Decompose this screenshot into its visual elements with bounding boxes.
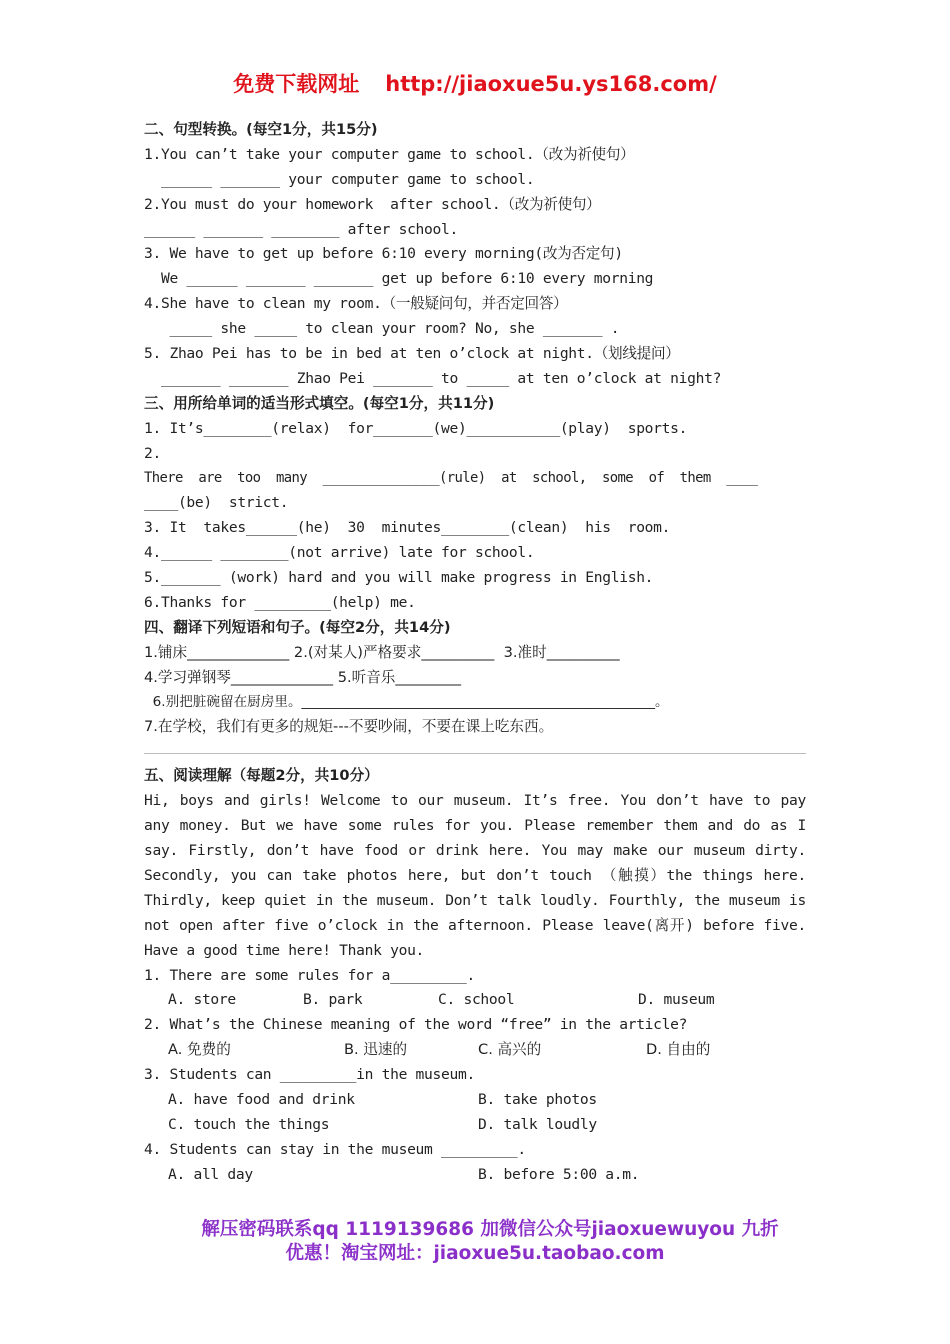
q4-option-a: A. all day <box>168 1165 253 1183</box>
page-header <box>0 68 950 98</box>
s4-line-2: 4.学习弹钢琴______________ 5.听音乐_________ <box>144 668 462 686</box>
s2-line-9: 5. Zhao Pei has to be in bed at ten o’clock at night.（划线提问） <box>144 345 680 363</box>
s3-line-5: 3. It takes______(he) 30 minutes________(clean) his room. <box>144 519 671 537</box>
q1-option-d: D. museum <box>638 991 715 1009</box>
s2-line-6: We ______ _______ _______ get up before 6:10 every morning <box>144 270 654 288</box>
page-footer <box>0 1218 950 1266</box>
q2-option-a: A. 免费的 <box>168 1041 231 1059</box>
s2-line-8: _____ she _____ to clean your room? No, she _______ . <box>144 320 620 338</box>
q3-option-d: D. talk loudly <box>478 1115 597 1133</box>
s2-line-10: _______ _______ Zhao Pei _______ to _____ at ten o’clock at night? <box>144 369 722 387</box>
question-3-options-1 <box>144 1088 806 1113</box>
s2-line-4: ______ _______ ________ after school. <box>144 220 458 238</box>
footer-line-1: 解压密码联系qq 1119139686 加微信公众号jiaoxuewuyou 九折 <box>201 1219 779 1240</box>
q2-option-c: C. 高兴的 <box>478 1041 542 1059</box>
s3-line-6: 4.______ ________(not arrive) late for school. <box>144 544 535 562</box>
s2-line-3: 2.You must do your homework after school.（改为祈使句） <box>144 195 601 213</box>
s2-line-7: 4.She have to clean my room.（一般疑问句，并否定回答） <box>144 295 568 313</box>
question-2: 2. What’s the Chinese meaning of the word “free” in the article? <box>144 1016 688 1034</box>
s2-line-2: ______ _______ your computer game to school. <box>144 170 535 188</box>
section-3-heading: 三、用所给单词的适当形式填空。(每空1分，共11分) <box>144 394 495 412</box>
reading-passage: Hi, boys and girls! Welcome to our museum. It’s free. You don’t have to pay any money. But we have some rules for you. Please remember them and do as I say. Firstly, don’t have food or drink here. You may make our museum dirty. Secondly, you can take photos here, but don’t touch （触摸）the things here. Thirdly, keep quiet in the museum. Don’t talk loudly. Fourthly, the museum is not open after five o’clock in the afternoon. Please leave(离开) before five. Have a good time here! Thank you. <box>144 792 806 959</box>
question-2-options <box>144 1038 806 1063</box>
question-1: 1. There are some rules for a_________. <box>144 966 475 984</box>
q3-option-b: B. take photos <box>478 1090 597 1108</box>
s2-line-1: 1.You can’t take your computer game to school.（改为祈使句） <box>144 145 635 163</box>
q1-option-b: B. park <box>303 991 363 1009</box>
q3-option-c: C. touch the things <box>168 1115 330 1133</box>
q4-option-b: B. before 5:00 a.m. <box>478 1165 640 1183</box>
question-3-options-2 <box>144 1113 806 1138</box>
s3-line-4: ____(be) strict. <box>144 494 289 512</box>
question-1-options <box>144 988 806 1013</box>
footer-line-2: 优惠！淘宝网址：jiaoxue5u.taobao.com <box>285 1243 665 1264</box>
question-3: 3. Students can _________in the museum. <box>144 1066 475 1084</box>
s3-line-8: 6.Thanks for _________(help) me. <box>144 593 416 611</box>
q2-option-b: B. 迅速的 <box>344 1041 408 1059</box>
s3-line-2: 2. <box>144 444 161 462</box>
divider <box>144 753 806 754</box>
s4-line-4: 7.在学校，我们有更多的规矩---不要吵闹，不要在课上吃东西。 <box>144 718 554 736</box>
q3-option-a: A. have food and drink <box>168 1090 355 1108</box>
header-url[interactable]: http://jiaoxue5u.ys168.com/ <box>385 72 717 96</box>
q2-option-d: D. 自由的 <box>646 1041 711 1059</box>
s4-line-1: 1.铺床______________ 2.(对某人)严格要求__________ 3.准时__________ <box>144 643 620 661</box>
question-4: 4. Students can stay in the museum _________. <box>144 1140 526 1158</box>
question-4-options <box>144 1163 806 1188</box>
section-2-heading: 二、句型转换。(每空1分，共15分) <box>144 121 378 138</box>
section-5-heading: 五、阅读理解（每题2分，共10分） <box>144 767 379 785</box>
s3-line-7: 5._______ (work) hard and you will make progress in English. <box>144 569 654 587</box>
worksheet <box>144 118 806 1188</box>
s3-line-3: There are too many _______________(rule) at school, some of them ____ <box>144 470 758 487</box>
section-4-heading: 四、翻译下列短语和句子。(每空2分，共14分) <box>144 618 451 636</box>
q1-option-c: C. school <box>438 991 515 1009</box>
s3-line-1: 1. It’s________(relax) for_______(we)___________(play) sports. <box>144 419 688 437</box>
s2-line-5: 3. We have to get up before 6:10 every morning(改为否定句) <box>144 245 623 263</box>
s4-line-3: 6.别把脏碗留在厨房里。____________________________________________________。 <box>144 694 669 711</box>
header-title: 免费下载网址 <box>233 72 360 96</box>
q1-option-a: A. store <box>168 991 236 1009</box>
